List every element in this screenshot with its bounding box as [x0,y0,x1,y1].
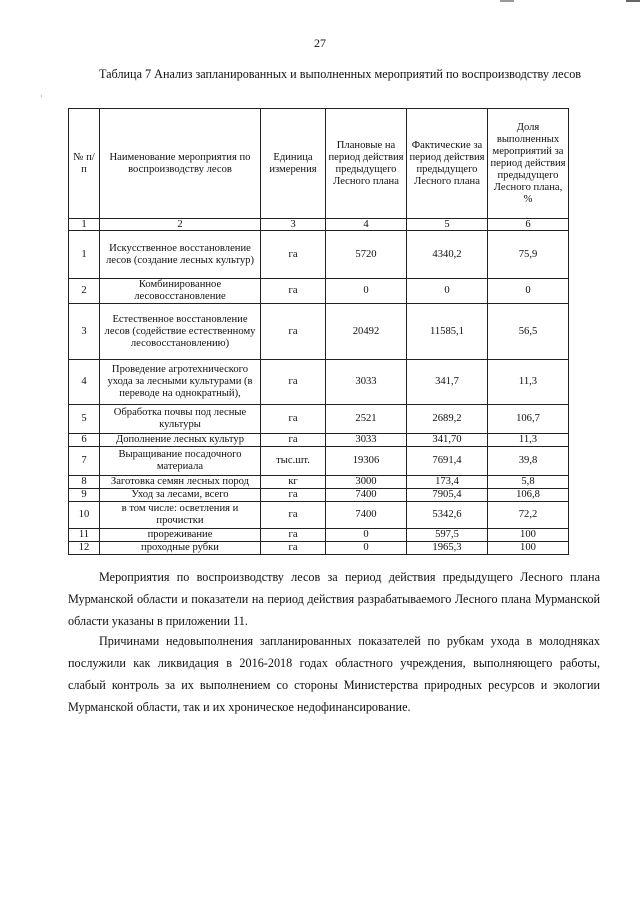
activity-name: Естественное восстановление лесов (содействие естественному лесовосстановлению) [100,304,261,360]
unit: га [261,434,326,447]
header-share: Доля выполненных мероприятий за период действия предыдущего Лесного плана, % [488,109,569,219]
actual-value: 4340,2 [407,231,488,279]
unit: га [261,279,326,304]
share-percent: 100 [488,529,569,542]
share-percent: 106,8 [488,489,569,502]
paragraph-underperformance-reasons: Причинами недовыполнения запланированных показателей по рубкам ухода в молодняках послужили как ликвидация в 2016-2018 годах областного учреждения, выполняющего работы, слабый контроль за их выполнением со стороны Министерства природных ресурсов и экологии Мурманской области, так и их хроническое недофинансирование. [68,634,600,714]
row-number: 1 [69,231,100,279]
share-percent: 106,7 [488,405,569,434]
activity-name: Обработка почвы под лесные культуры [100,405,261,434]
activity-name: Уход за лесами, всего [100,489,261,502]
share-percent: 5,8 [488,476,569,489]
row-number: 10 [69,502,100,529]
share-percent: 11,3 [488,434,569,447]
actual-value: 5342,6 [407,502,488,529]
planned-value: 3000 [326,476,407,489]
unit: га [261,502,326,529]
actual-value: 173,4 [407,476,488,489]
table-caption: Таблица 7 Анализ запланированных и выполненных мероприятий по воспроизводству лесов [99,67,582,81]
scan-artifact: · [40,92,43,101]
header-activity-name: Наименование мероприятия по воспроизводству лесов [100,109,261,219]
actual-value: 7905,4 [407,489,488,502]
column-number: 4 [326,219,407,231]
table-row [69,304,569,360]
header-unit: Единица измерения [261,109,326,219]
planned-value: 0 [326,529,407,542]
column-number: 1 [69,219,100,231]
planned-value: 0 [326,279,407,304]
scan-mark-right [626,0,640,2]
table-row [69,529,569,542]
row-number: 11 [69,529,100,542]
table-row [69,489,569,502]
activity-name: Выращивание посадочного материала [100,447,261,476]
column-number: 5 [407,219,488,231]
unit: га [261,360,326,405]
row-number: 3 [69,304,100,360]
unit: га [261,304,326,360]
activity-name: в том числе: осветления и прочистки [100,502,261,529]
row-number: 5 [69,405,100,434]
activity-name: Заготовка семян лесных пород [100,476,261,489]
actual-value: 2689,2 [407,405,488,434]
reforestation-analysis-table [68,108,569,555]
column-number: 6 [488,219,569,231]
unit: га [261,489,326,502]
table-row [69,542,569,555]
table-row [69,360,569,405]
scan-mark-left [500,0,514,2]
row-number: 4 [69,360,100,405]
planned-value: 5720 [326,231,407,279]
planned-value: 3033 [326,434,407,447]
share-percent: 72,2 [488,502,569,529]
planned-value: 3033 [326,360,407,405]
planned-value: 19306 [326,447,407,476]
share-percent: 75,9 [488,231,569,279]
planned-value: 7400 [326,489,407,502]
unit: тыс.шт. [261,447,326,476]
unit: га [261,542,326,555]
actual-value: 0 [407,279,488,304]
actual-value: 7691,4 [407,447,488,476]
share-percent: 39,8 [488,447,569,476]
actual-value: 341,7 [407,360,488,405]
share-percent: 0 [488,279,569,304]
actual-value: 11585,1 [407,304,488,360]
activity-name: прореживание [100,529,261,542]
column-number-row [69,219,569,231]
unit: кг [261,476,326,489]
header-number: № п/п [69,109,100,219]
actual-value: 341,70 [407,434,488,447]
header-planned: Плановые на период действия предыдущего Лесного плана [326,109,407,219]
paragraph-reforestation-appendix: Мероприятия по воспроизводству лесов за период действия предыдущего Лесного плана Мурманской области и показатели на период действия разрабатываемого Лесного плана Мурманской области указаны в приложении 11. [68,570,600,628]
actual-value: 597,5 [407,529,488,542]
share-percent: 56,5 [488,304,569,360]
row-number: 9 [69,489,100,502]
table-row [69,279,569,304]
header-actual: Фактические за период действия предыдущего Лесного плана [407,109,488,219]
table-row [69,447,569,476]
row-number: 12 [69,542,100,555]
planned-value: 20492 [326,304,407,360]
row-number: 6 [69,434,100,447]
activity-name: Искусственное восстановление лесов (создание лесных культур) [100,231,261,279]
planned-value: 7400 [326,502,407,529]
activity-name: Проведение агротехнического ухода за лесными культурами (в переводе на однократный), [100,360,261,405]
share-percent: 11,3 [488,360,569,405]
table-row [69,476,569,489]
row-number: 2 [69,279,100,304]
unit: га [261,231,326,279]
share-percent: 100 [488,542,569,555]
planned-value: 0 [326,542,407,555]
actual-value: 1965,3 [407,542,488,555]
page-number: 27 [314,36,326,50]
table-header-row [69,109,569,219]
activity-name: Дополнение лесных культур [100,434,261,447]
table-row [69,502,569,529]
column-number: 2 [100,219,261,231]
activity-name: Комбинированное лесовосстановление [100,279,261,304]
planned-value: 2521 [326,405,407,434]
table-row [69,405,569,434]
column-number: 3 [261,219,326,231]
unit: га [261,529,326,542]
row-number: 7 [69,447,100,476]
row-number: 8 [69,476,100,489]
table-row [69,231,569,279]
unit: га [261,405,326,434]
table-row [69,434,569,447]
activity-name: проходные рубки [100,542,261,555]
